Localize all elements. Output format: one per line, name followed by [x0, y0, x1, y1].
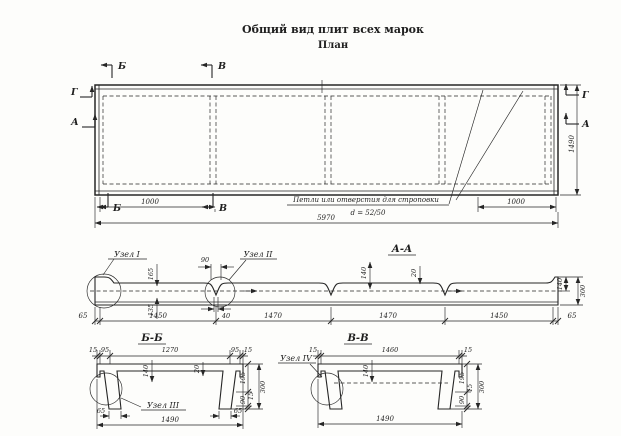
dim-bb-95-right: 95 — [230, 346, 240, 354]
dim-bb-300: 300 — [259, 380, 267, 394]
dim-aa-65-right: 65 — [567, 312, 577, 320]
dim-aa-135: 135 — [147, 303, 155, 317]
section-marker-g-right — [566, 84, 590, 101]
dim-vv-1490: 1490 — [376, 415, 394, 423]
node-2-circle — [205, 277, 235, 307]
plan-outline — [95, 85, 558, 195]
section-marker-g-left — [70, 86, 92, 98]
dim-aa-40: 40 — [221, 312, 231, 320]
dim-aa-1450-1: 1450 — [149, 312, 167, 320]
section-bb-right-dims — [231, 361, 267, 412]
dim-vv-300: 300 — [478, 380, 486, 394]
dim-aa-20: 20 — [410, 268, 418, 278]
dim-plan-5970: 5970 — [317, 214, 335, 222]
dim-bb-90: 90 — [239, 395, 247, 405]
dim-aa-1470-2: 1470 — [379, 312, 397, 320]
dim-bb-15-right: 15 — [243, 346, 253, 354]
dim-bb-1270: 1270 — [161, 346, 179, 354]
dim-bb-65-left: 65 — [96, 407, 106, 415]
section-aa-title: А-А — [391, 244, 413, 255]
marker-g-left-label: Г — [71, 87, 78, 98]
dim-bb-15-left: 15 — [88, 346, 98, 354]
marker-a-right-label: А — [582, 119, 590, 130]
dim-bb-95-left: 95 — [100, 346, 110, 354]
note-line2: d = 52/50 — [350, 209, 386, 217]
dim-bb-195: 195 — [239, 371, 247, 385]
dim-vv-1460: 1460 — [381, 346, 399, 354]
marker-b-top-label: Б — [118, 61, 127, 72]
dim-bb-15: 15 — [247, 391, 255, 401]
section-bb-title: Б-Б — [141, 333, 163, 344]
dim-vv-15-left: 15 — [308, 346, 318, 354]
section-vv-profile — [318, 364, 462, 409]
dim-vv-90: 90 — [458, 395, 466, 405]
section-aa — [79, 244, 587, 325]
plan-note — [287, 90, 523, 217]
section-marker-b-bottom — [97, 193, 121, 214]
dim-vv-195: 195 — [458, 371, 466, 385]
node-3-label: Узел III — [147, 401, 179, 410]
marker-b-bottom-label: Б — [113, 203, 122, 214]
section-vv — [278, 333, 486, 428]
section-vv-top-dims — [309, 346, 472, 364]
node-2-label: Узел II — [243, 250, 273, 259]
section-marker-v-top — [201, 61, 226, 78]
marker-g-right-label: Г — [582, 90, 589, 101]
node-4-label: Узел IV — [280, 354, 312, 363]
dim-bb-65-right: 65 — [233, 407, 243, 415]
section-bb-top-dims — [89, 346, 252, 364]
section-vv-title: В-В — [347, 333, 369, 344]
section-bb — [89, 333, 267, 429]
dim-aa-165: 165 — [147, 267, 155, 281]
dim-aa-140-mid: 140 — [360, 266, 368, 280]
dim-aa-65-left: 65 — [78, 312, 88, 320]
marker-a-left-label: А — [71, 117, 79, 128]
dim-aa-300: 300 — [579, 284, 587, 298]
dim-aa-90: 90 — [200, 256, 210, 264]
dim-bb-1490: 1490 — [161, 416, 179, 424]
dim-plan-1000-left: 1000 — [141, 198, 159, 206]
note-line1: Петли или отверстия для строповки — [293, 196, 439, 204]
dim-aa-140-right: 140 — [556, 277, 564, 291]
section-vv-right-dims — [450, 361, 486, 412]
drawing-title: Общий вид плит всех марок — [242, 23, 424, 36]
dim-bb-20: 20 — [193, 364, 201, 374]
section-marker-b-top — [101, 61, 126, 78]
marker-v-bottom-label: В — [219, 203, 228, 214]
plan-label: План — [317, 40, 349, 51]
marker-v-top-label: В — [218, 61, 227, 72]
section-marker-a-right — [566, 113, 590, 130]
dim-vv-140: 140 — [362, 364, 370, 378]
section-marker-v-bottom — [202, 193, 227, 214]
dim-plan-1490: 1490 — [568, 135, 576, 153]
dim-aa-1470-1: 1470 — [264, 312, 282, 320]
dim-vv-15: 15 — [466, 383, 474, 393]
plan-view — [70, 61, 590, 228]
dim-bb-140: 140 — [142, 364, 150, 378]
section-marker-a-left — [70, 114, 95, 128]
dim-plan-1000-right: 1000 — [507, 198, 525, 206]
dim-aa-1450-2: 1450 — [490, 312, 508, 320]
plan-dimensions — [95, 85, 581, 228]
node-1-label: Узел I — [114, 250, 140, 259]
dim-vv-15-right: 15 — [463, 346, 473, 354]
note-leader-line — [449, 90, 483, 204]
